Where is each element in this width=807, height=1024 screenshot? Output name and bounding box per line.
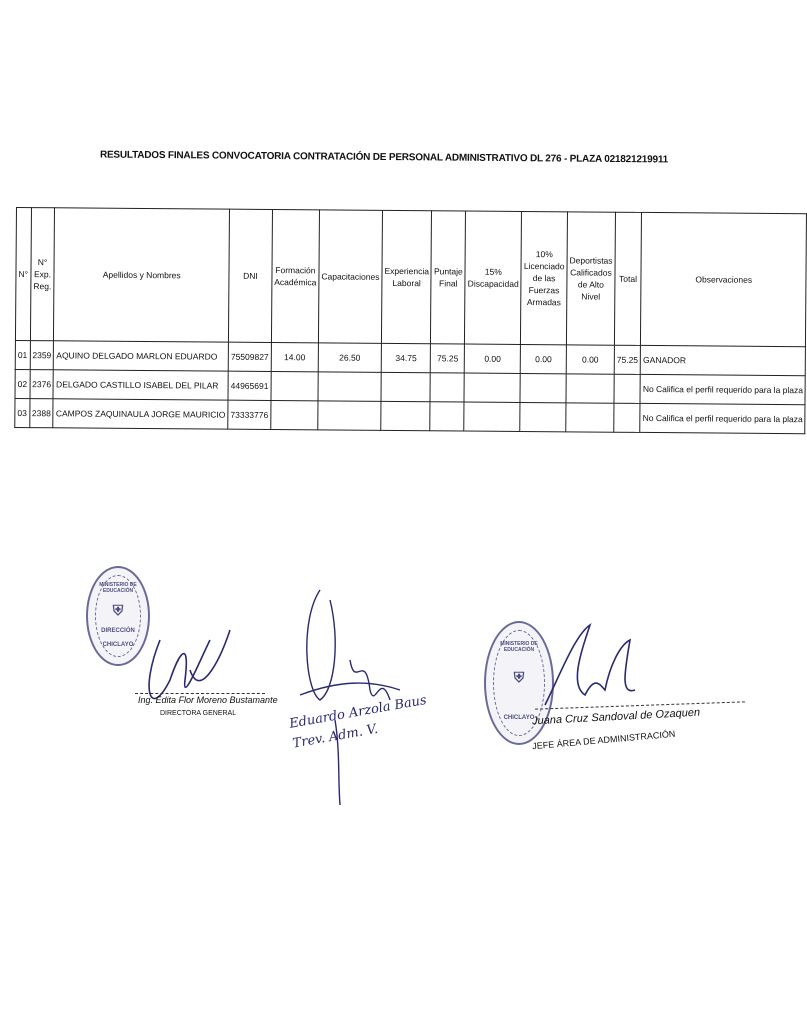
signature-block-center (280, 580, 480, 810)
header-deportistas: Deportistas Calificados de Alto Nivel (566, 212, 615, 345)
cell-formacion (271, 401, 318, 430)
seal-top-text: MINISTERIO DE EDUCACIÓN (500, 641, 538, 653)
cell-exp: 2359 (30, 341, 54, 370)
cell-experiencia (381, 401, 431, 430)
cell-discapacidad (464, 373, 520, 402)
director-name: Ing. Edita Flor Moreno Bustamante (138, 695, 278, 705)
cell-exp: 2376 (30, 370, 54, 399)
administration-head-name: Juana Cruz Sandoval de Ozaquen (531, 706, 701, 728)
cell-observaciones: No Califica el perfil requerido para la plaza (640, 403, 805, 433)
header-licenciado: 10% Licenciado de las Fuerzas Armadas (521, 211, 568, 344)
cell-n: 01 (15, 340, 30, 369)
cell-observaciones: GANADOR (640, 345, 805, 375)
cell-formacion: 14.00 (271, 343, 318, 372)
cell-dni: 73333776 (228, 400, 271, 429)
header-dni: DNI (228, 209, 272, 342)
signature-block-director (80, 560, 280, 760)
table-header-row (15, 208, 806, 347)
header-capacitaciones: Capacitaciones (318, 210, 382, 343)
cell-deportistas: 0.00 (566, 345, 614, 374)
cell-total (614, 374, 641, 403)
header-discapacidad: 15% Discapacidad (465, 211, 522, 344)
page-title: RESULTADOS FINALES CONVOCATORIA CONTRATACIÓN DE PERSONAL ADMINISTRATIVO DL 276 - PLAZA 021821219911 (99, 149, 669, 166)
cell-puntaje (430, 402, 464, 431)
cell-deportistas (566, 403, 614, 432)
seal-middle-text: DIRECCIÓN (101, 628, 135, 634)
header-puntaje: Puntaje Final (431, 211, 466, 344)
seal-top-text: MINISTERIO DE EDUCACIÓN (99, 582, 137, 594)
cell-nombres: DELGADO CASTILLO ISABEL DEL PILAR (53, 370, 228, 400)
signature-line-left (135, 693, 265, 694)
handwritten-signature-right (540, 615, 640, 715)
cell-dni: 75509827 (228, 342, 271, 371)
handwritten-note: Eduardo Arzola Baus Trev. Adm. V. (288, 692, 428, 752)
cell-puntaje (430, 373, 464, 402)
cell-licenciado: 0.00 (521, 344, 567, 373)
cell-total (614, 403, 641, 432)
cell-experiencia: 34.75 (381, 343, 431, 372)
header-formacion: Formación Académica (271, 210, 319, 343)
cell-formacion (271, 372, 318, 401)
administration-head-role: JEFE ÁREA DE ADMINISTRACIÓN (531, 728, 676, 752)
director-role: DIRECTORA GENERAL (160, 710, 237, 717)
cell-nombres: CAMPOS ZAQUINAULA JORGE MAURICIO (53, 399, 228, 429)
cell-discapacidad: 0.00 (465, 344, 521, 373)
cell-capacitaciones: 26.50 (318, 343, 381, 372)
cell-deportistas (566, 374, 614, 403)
cell-puntaje: 75.25 (431, 344, 465, 373)
cell-experiencia (381, 372, 431, 401)
cell-capacitaciones (318, 401, 381, 430)
results-table (14, 207, 807, 434)
cell-discapacidad (464, 402, 520, 431)
seal-bottom-text: CHICLAYO (102, 642, 134, 648)
cell-exp: 2388 (29, 399, 53, 428)
cell-n: 03 (15, 398, 30, 427)
cell-capacitaciones (318, 372, 381, 401)
header-observaciones: Observaciones (641, 212, 807, 346)
table-row (15, 398, 806, 433)
seal-bottom-text: CHICLAYO (503, 715, 535, 721)
cell-observaciones: No Califica el perfil requerido para la plaza (640, 374, 805, 404)
cell-licenciado (520, 402, 566, 431)
cell-dni: 44965691 (228, 371, 271, 400)
cell-n: 02 (15, 369, 30, 398)
header-exp: N° Exp. Reg. (30, 208, 55, 341)
cell-total: 75.25 (614, 345, 641, 374)
shield-icon: ⛨ (112, 602, 124, 618)
cell-nombres: AQUINO DELGADO MARLON EDUARDO (54, 341, 229, 371)
header-n: N° (15, 208, 31, 341)
header-experiencia: Experiencia Laboral (381, 210, 431, 343)
header-total: Total (614, 212, 641, 345)
cell-licenciado (520, 373, 566, 402)
signature-block-administration (480, 615, 750, 775)
header-nombres: Apellidos y Nombres (54, 208, 230, 342)
shield-icon: ⛨ (513, 669, 525, 685)
